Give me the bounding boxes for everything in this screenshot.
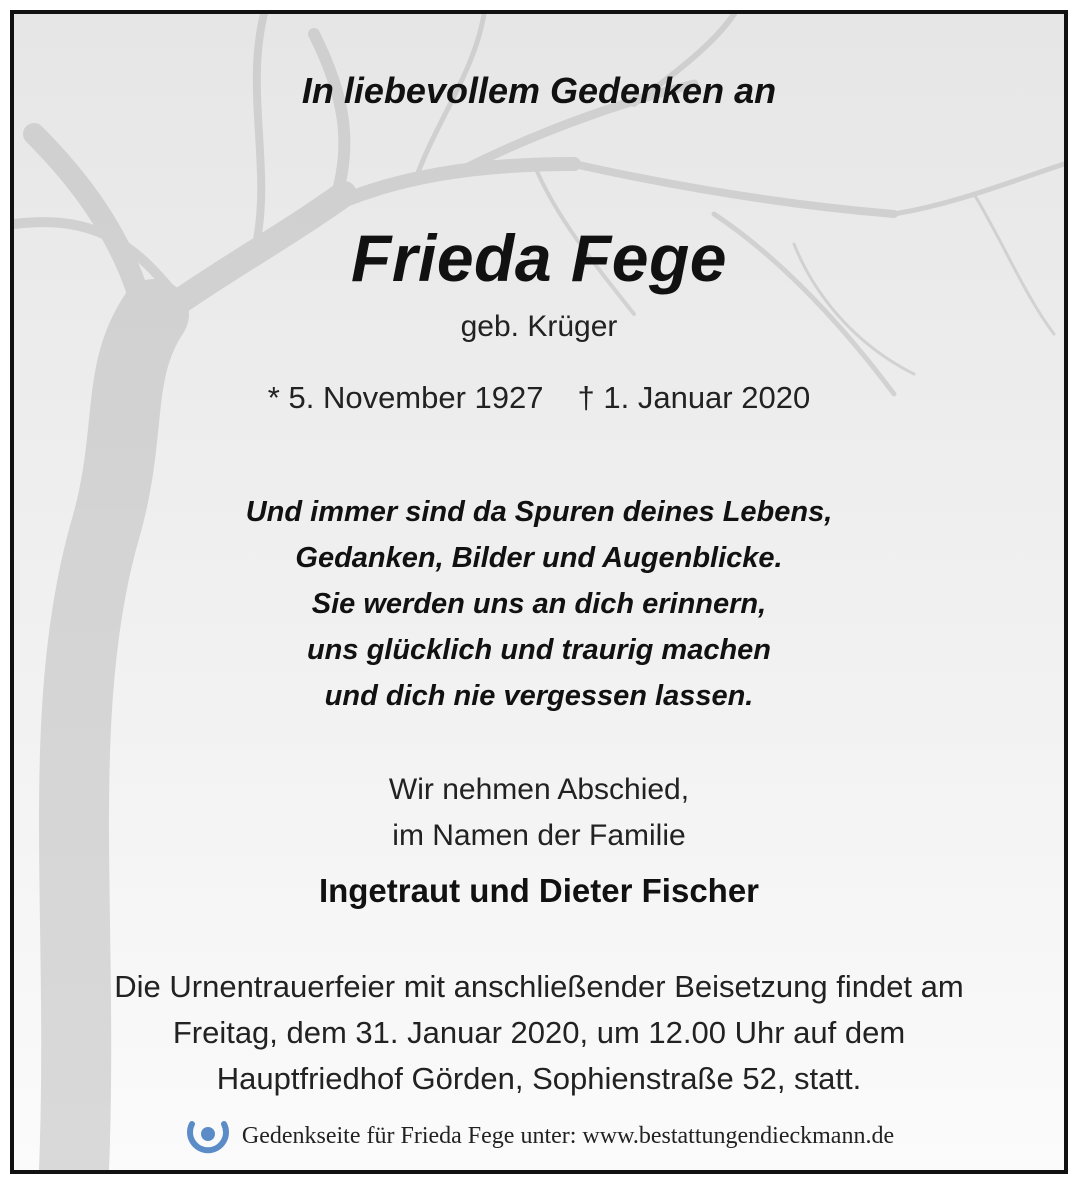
poem-line: Sie werden uns an dich erinnern, — [311, 588, 767, 620]
poem — [14, 489, 1064, 719]
deceased-name: Frieda Fege — [351, 221, 727, 295]
memorial-page-link[interactable]: Gedenkseite für Frieda Fege unter: www.bestattungendieckmann.de — [241, 1122, 895, 1149]
ceremony-info — [14, 964, 1064, 1102]
poem-line: Gedanken, Bilder und Augenblicke. — [295, 542, 783, 574]
life-dates — [14, 380, 1064, 416]
ceremony-line: Die Urnentrauerfeier mit anschließender Beisetzung findet am — [114, 969, 964, 1004]
farewell-line: Wir nehmen Abschied, — [388, 773, 690, 806]
farewell-line: im Namen der Familie — [392, 819, 686, 852]
death-date: † 1. Januar 2020 — [577, 380, 811, 415]
family-names: Ingetraut und Dieter Fischer — [318, 872, 760, 909]
ceremony-line: Freitag, dem 31. Januar 2020, um 12.00 Uhr auf dem — [172, 1015, 906, 1050]
poem-line: Und immer sind da Spuren deines Lebens, — [245, 496, 833, 528]
poem-line: uns glücklich und traurig machen — [306, 634, 772, 666]
farewell-text — [14, 767, 1064, 859]
ceremony-line: Hauptfriedhof Görden, Sophienstraße 52, statt. — [216, 1061, 862, 1096]
birth-date: * 5. November 1927 — [267, 380, 544, 415]
funeral-home-logo-icon — [184, 1112, 232, 1160]
intro-heading: In liebevollem Gedenken an — [301, 70, 777, 111]
memorial-page-footer — [14, 1112, 1064, 1160]
birth-name: geb. Krüger — [460, 310, 618, 343]
poem-line: und dich nie vergessen lassen. — [324, 680, 754, 712]
obituary-card — [10, 10, 1068, 1174]
